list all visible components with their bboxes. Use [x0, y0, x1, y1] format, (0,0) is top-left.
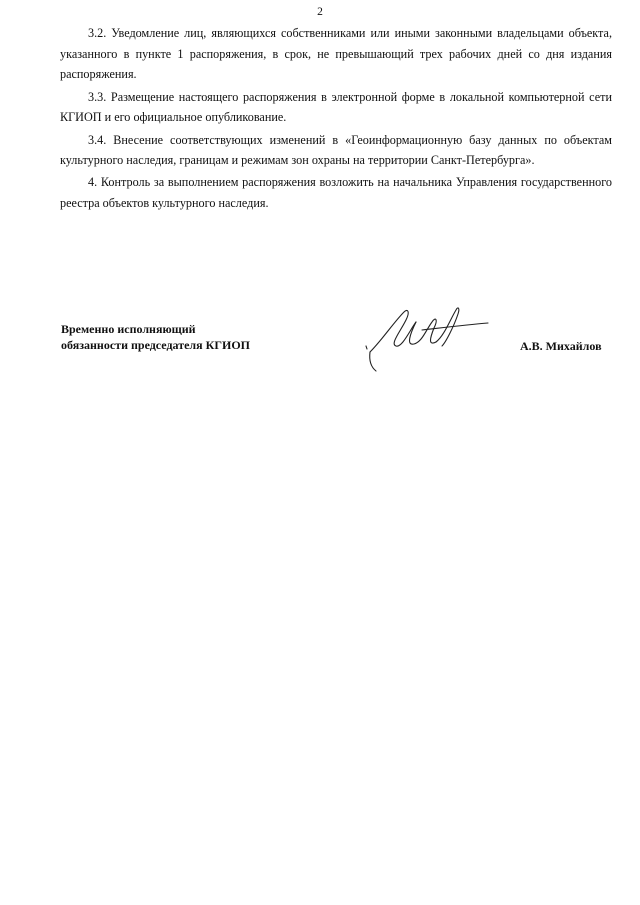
signatory-title-line2: обязанности председателя КГИОП — [61, 337, 250, 352]
signatory-title — [61, 322, 250, 353]
signatory-name: А.В. Михайлов — [520, 339, 602, 353]
paragraph-3-2: 3.2. Уведомление лиц, являющихся собственниками или иными законными владельцами объекта, указанного в пункте 1 распоряжения, в срок, не превышающий трех рабочих дней со дня издания распоряжения. — [60, 26, 612, 82]
signature-icon — [360, 300, 500, 380]
paragraph-3-4: 3.4. Внесение соответствующих изменений в «Геоинформационную базу данных по объектам культурного наследия, границам и режимам зон охраны на территории Санкт-Петербурга». — [60, 132, 612, 168]
page-number: 2 — [317, 6, 323, 18]
paragraph-3-3: 3.3. Размещение настоящего распоряжения в электронной форме в локальной компьютерной сети КГИОП и его официальное опубликование. — [60, 89, 612, 125]
signatory-title-line1: Временно исполняющий — [61, 322, 196, 336]
document-body — [60, 23, 612, 215]
paragraph-4: 4. Контроль за выполнением распоряжения возложить на начальника Управления государственного реестра объектов культурного наследия. — [60, 175, 612, 211]
